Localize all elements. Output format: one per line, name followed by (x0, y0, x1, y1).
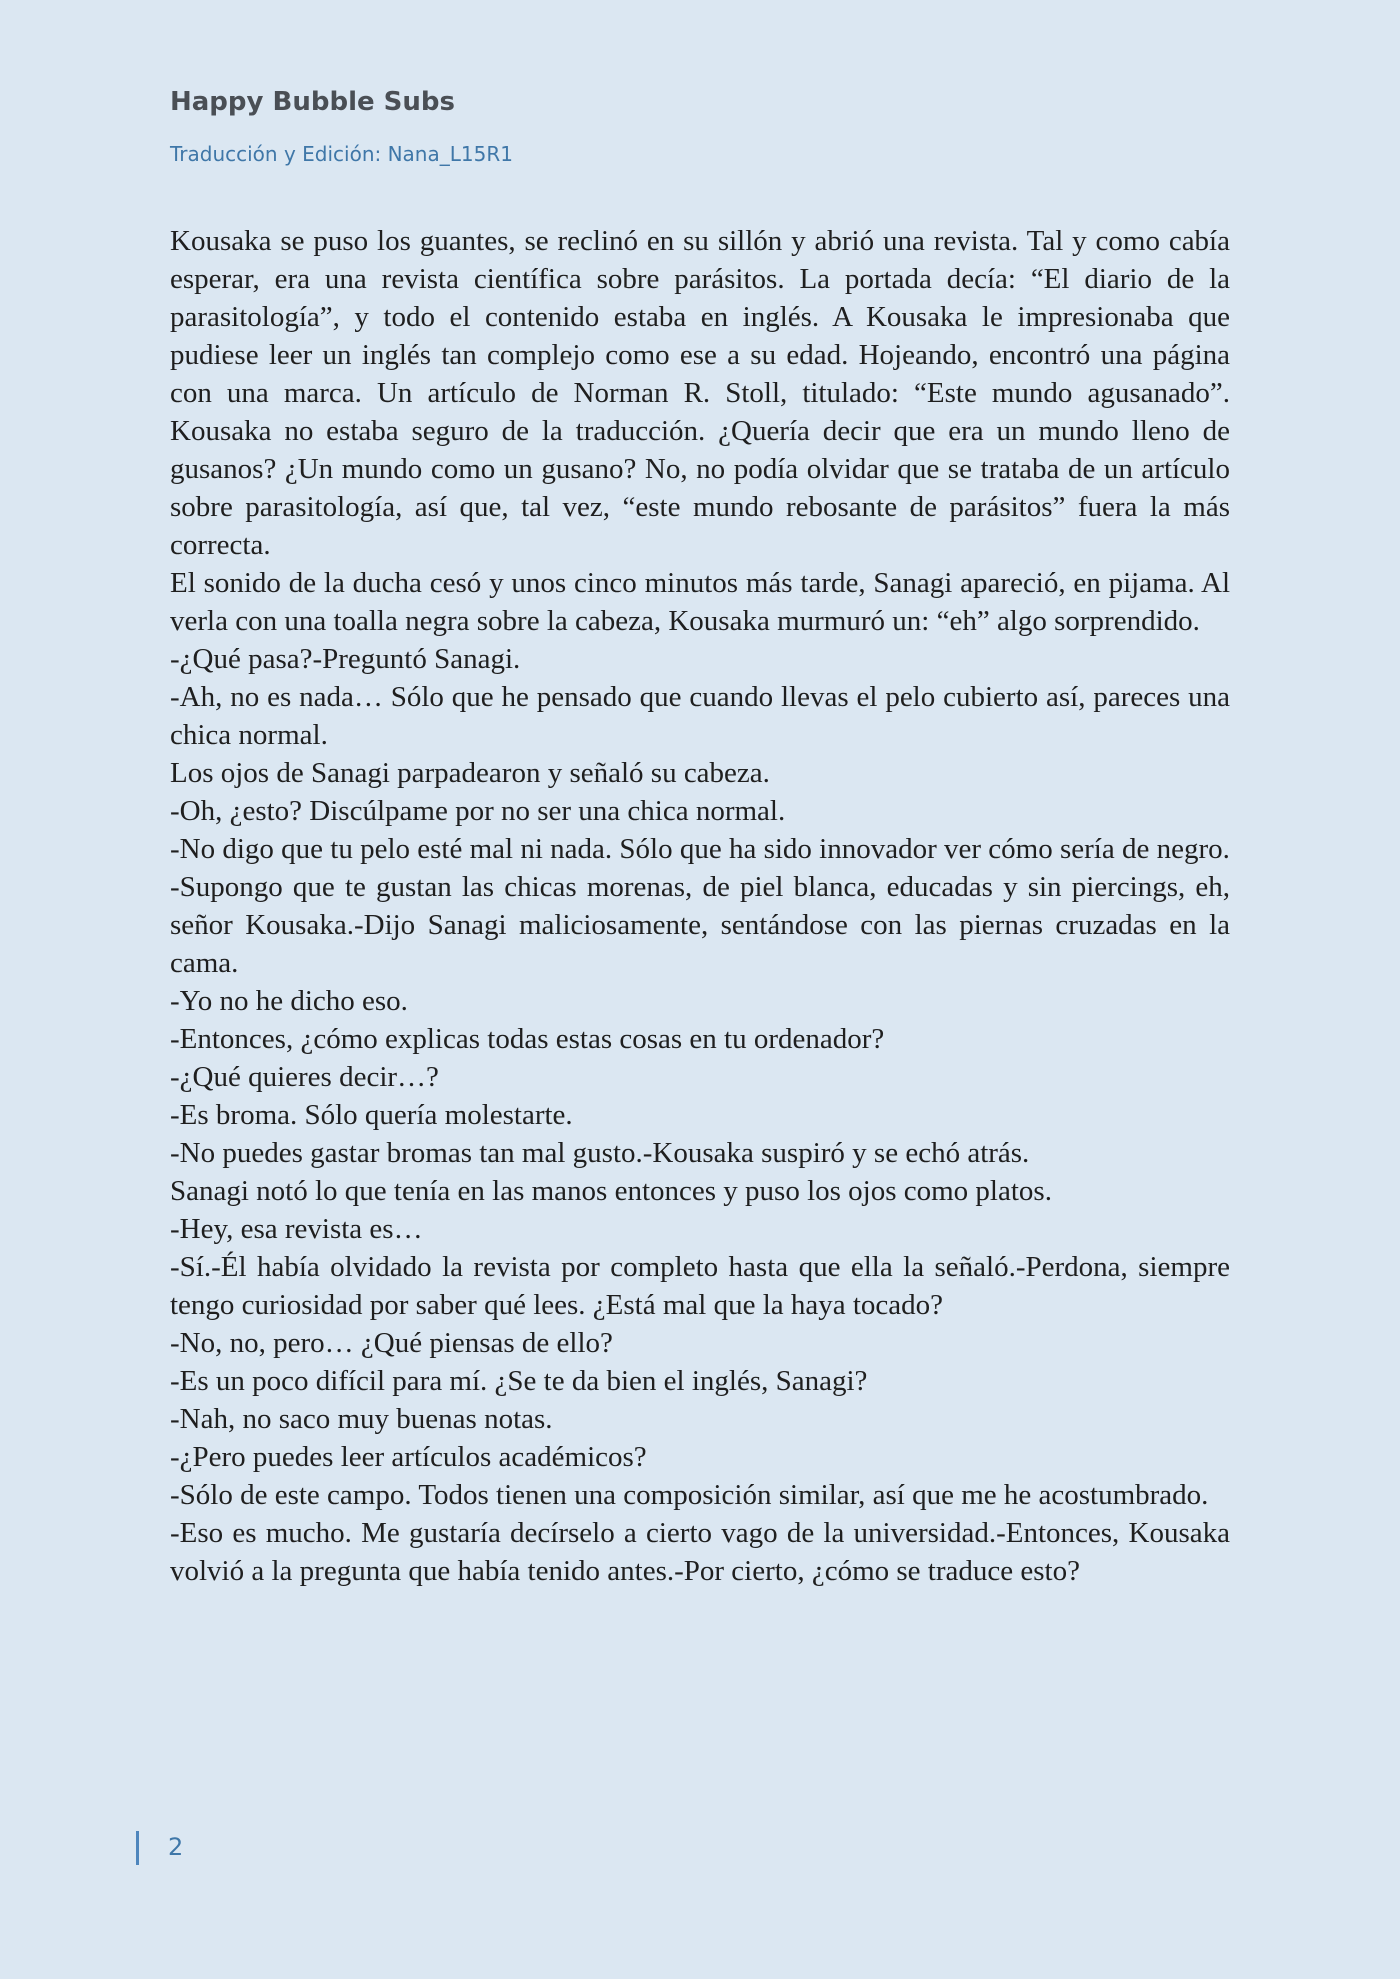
paragraph: Sanagi notó lo que tenía en las manos entonces y puso los ojos como platos. (170, 1175, 1052, 1207)
paragraph: -Sí.-Él había olvidado la revista por completo hasta que ella la señaló.-Perdona, siempre tengo curiosidad por saber qué lees. ¿Está mal que la haya tocado? (170, 1251, 1230, 1321)
paragraph: -Es un poco difícil para mí. ¿Se te da bien el inglés, Sanagi? (170, 1365, 868, 1397)
paragraph: -Eso es mucho. Me gustaría decírselo a cierto vago de la universidad.-Entonces, Kousaka volvió a la pregunta que había tenido antes.-Por cierto, ¿cómo se traduce esto? (170, 1517, 1230, 1587)
paragraph: -No, no, pero… ¿Qué piensas de ello? (170, 1327, 613, 1359)
paragraph: -No puedes gastar bromas tan mal gusto.-Kousaka suspiró y se echó atrás. (170, 1137, 1030, 1169)
paragraph: -Supongo que te gustan las chicas morenas, de piel blanca, educadas y sin piercings, eh, señor Kousaka.-Dijo Sanagi maliciosamente, sentándose con las piernas cruzadas en la cama. (170, 871, 1230, 979)
page-header (170, 84, 1230, 168)
header-credit: Traducción y Edición: Nana_L15R1 (170, 142, 513, 166)
body-text (170, 222, 1230, 1590)
paragraph: -Hey, esa revista es… (170, 1213, 423, 1245)
paragraph: -¿Qué quieres decir…? (170, 1061, 439, 1093)
paragraph: -Oh, ¿esto? Discúlpame por no ser una chica normal. (170, 795, 786, 827)
paragraph: Kousaka se puso los guantes, se reclinó en su sillón y abrió una revista. Tal y como cabía esperar, era una revista científica sobre parásitos. La portada decía: “El diario de la parasitología”, y todo el contenido estaba en inglés. A Kousaka le impresionaba que pudiese leer un inglés tan complejo como ese a su edad. Hojeando, encontró una página con una marca. Un artículo de Norman R. Stoll, titulado: “Este mundo agusanado”. Kousaka no estaba seguro de la traducción. ¿Quería decir que era un mundo lleno de gusanos? ¿Un mundo como un gusano? No, no podía olvidar que se trataba de un artículo sobre parasitología, así que, tal vez, “este mundo rebosante de parásitos” fuera la más correcta. (170, 225, 1230, 561)
paragraph: -Sólo de este campo. Todos tienen una composición similar, así que me he acostumbrado. (170, 1479, 1209, 1511)
footer-divider (136, 1831, 139, 1865)
paragraph: -Nah, no saco muy buenas notas. (170, 1403, 553, 1435)
paragraph: -Es broma. Sólo quería molestarte. (170, 1099, 573, 1131)
header-title: Happy Bubble Subs (170, 87, 455, 117)
paragraph: -¿Pero puedes leer artículos académicos? (170, 1441, 647, 1473)
paragraph: El sonido de la ducha cesó y unos cinco minutos más tarde, Sanagi apareció, en pijama. Al verla con una toalla negra sobre la cabeza, Kousaka murmuró un: “eh” algo sorprendido. (170, 567, 1230, 637)
paragraph: -¿Qué pasa?-Preguntó Sanagi. (170, 643, 521, 675)
page-number: 2 (168, 1833, 184, 1861)
paragraph: -Entonces, ¿cómo explicas todas estas cosas en tu ordenador? (170, 1023, 885, 1055)
paragraph: Los ojos de Sanagi parpadearon y señaló su cabeza. (170, 757, 770, 789)
paragraph: -No digo que tu pelo esté mal ni nada. Sólo que ha sido innovador ver cómo sería de negro. (170, 833, 1230, 865)
paragraph: -Yo no he dicho eso. (170, 985, 408, 1017)
paragraph: -Ah, no es nada… Sólo que he pensado que cuando llevas el pelo cubierto así, pareces una chica normal. (170, 681, 1230, 751)
